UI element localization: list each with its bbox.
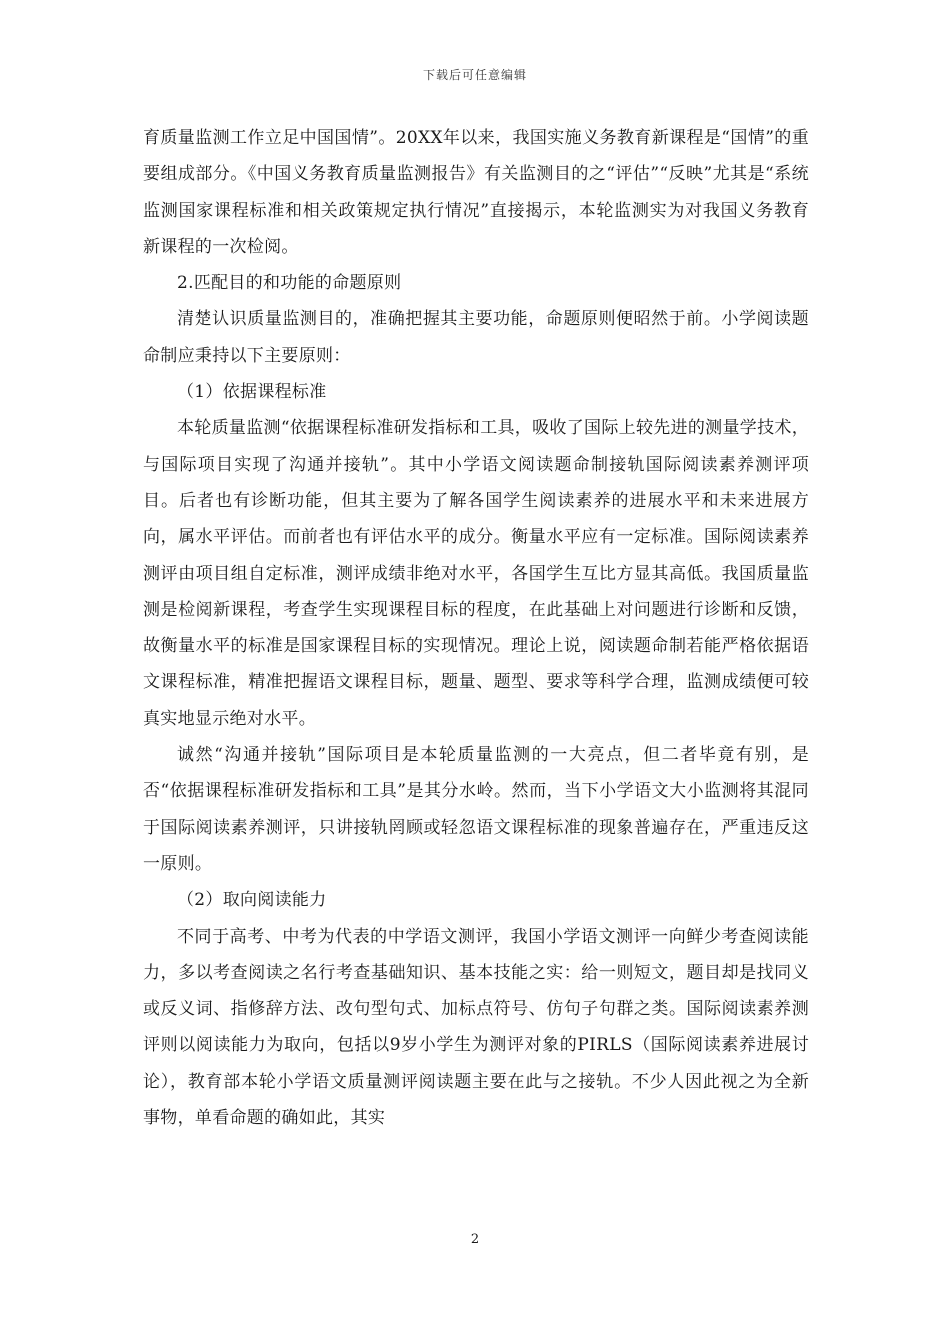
paragraph-principles-intro: 清楚认识质量监测目的，准确把握其主要功能，命题原则便昭然于前。小学阅读题命制应秉持以下主要原则： xyxy=(143,309,809,366)
document-body xyxy=(143,120,809,1136)
paragraph-distinction: 诚然“沟通并接轨”国际项目是本轮质量监测的一大亮点，但二者毕竟有别，是否“依据课程标准研发指标和工具”是其分水岭。然而，当下小学语文大小监测将其混同于国际阅读素养测评，只讲接轨罔顾或轻忽语文课程标准的现象普遍存在，严重违反这一原则。 xyxy=(143,745,809,874)
paragraph-reading-ability: 不同于高考、中考为代表的中学语文测评，我国小学语文测评一向鲜少考查阅读能力，多以考查阅读之名行考查基础知识、基本技能之实：给一则短文，题目却是找同义或反义词、指修辞方法、改句型句式、加标点符号、仿句子句群之类。国际阅读素养测评则以阅读能力为取向，包括以9岁小学生为测评对象的PIRLS（国际阅读素养进展讨论），教育部本轮小学语文质量测评阅读题主要在此与之接轨。不少人因此视之为全新事物，单看命题的确如此，其实 xyxy=(143,926,809,1129)
page-number: 2 xyxy=(470,1232,480,1247)
paragraph-continuation: 育质量监测工作立足中国国情”。20XX年以来，我国实施义务教育新课程是“国情”的重要组成部分。《中国义务教育质量监测报告》有关监测目的之“评估”“反映”尤其是“系统监测国家课程标准和相关政策规定执行情况”直接揭示，本轮监测实为对我国义务教育新课程的一次检阅。 xyxy=(143,128,809,257)
page-header-note: 下载后可任意编辑 xyxy=(422,68,527,82)
paragraph-curriculum-standard: 本轮质量监测“依据课程标准研发指标和工具，吸收了国际上较先进的测量学技术，与国际项目实现了沟通并接轨”。其中小学语文阅读题命制接轨国际阅读素养测评项目。后者也有诊断功能，但其主要为了解各国学生阅读素养的进展水平和未来进展方向，属水平评估。而前者也有评估水平的成分。衡量水平应有一定标准。国际阅读素养测评由项目组自定标准，测评成绩非绝对水平，各国学生互比方显其高低。我国质量监测是检阅新课程，考查学生实现课程目标的程度，在此基础上对问题进行诊断和反馈，故衡量水平的标准是国家课程目标的实现情况。理论上说，阅读题命制若能严格依据语文课程标准，精准把握语文课程目标，题量、题型、要求等科学合理，监测成绩便可较真实地显示绝对水平。 xyxy=(143,418,809,729)
subheading-curriculum-standard: （1）依据课程标准 xyxy=(177,382,327,403)
section-heading-principles: 2.匹配目的和功能的命题原则 xyxy=(177,273,402,294)
subheading-reading-ability: （2）取向阅读能力 xyxy=(177,890,327,911)
